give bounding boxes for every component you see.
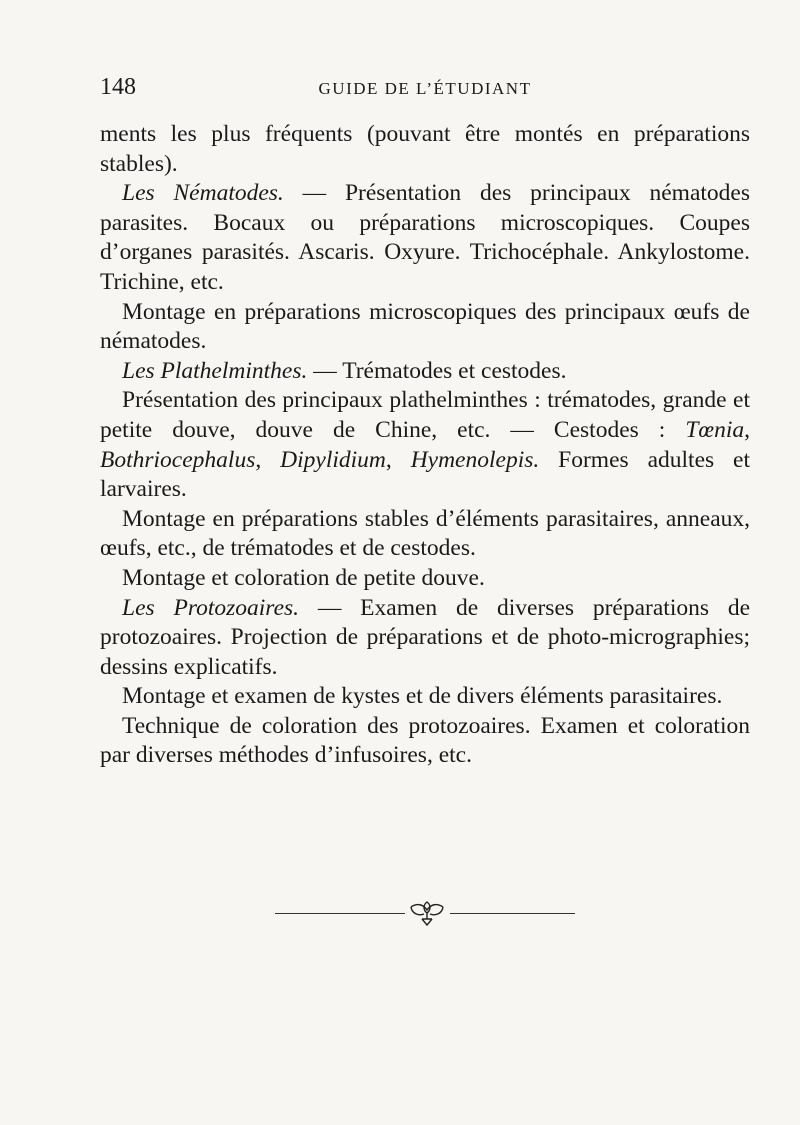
paragraph-montage-douve — [100, 564, 750, 594]
paragraph-continuation — [100, 120, 750, 179]
section-title-nematodes: Les Nématodes. — [122, 180, 284, 207]
paragraph-text: ments les plus fréquents (pouvant être montés en préparations stables). — [100, 121, 750, 177]
paragraph-technique — [100, 712, 750, 771]
genus-name: Hymenolepis. — [410, 446, 540, 473]
section-title-plathelminthes: Les Plathelminthes. — [122, 357, 308, 384]
paragraph-text: Technique de coloration des protozoaires. Examen et coloration par diverses méthodes d’infusoires, etc. — [100, 712, 750, 769]
running-title: GUIDE DE L’ÉTUDIANT — [318, 79, 532, 98]
paragraph-presentation-plathelminthes — [100, 386, 750, 504]
paragraph-kystes — [100, 682, 750, 712]
paragraph-nematodes — [100, 179, 750, 297]
paragraph-protozoaires — [100, 594, 750, 683]
paragraph-text: — Trématodes et cestodes. — [307, 357, 567, 384]
ornament-rule-left — [275, 913, 405, 914]
paragraph-montage-elements — [100, 505, 750, 564]
paragraph-text: Montage et examen de kystes et de divers éléments parasitaires. — [122, 683, 723, 710]
paragraph-text: Montage et coloration de petite douve. — [122, 564, 485, 591]
paragraph-text: Formes adultes et larvaires. — [100, 446, 751, 503]
paragraph-plathelminthes — [100, 357, 750, 387]
paragraph-montage-oeufs — [100, 298, 750, 357]
separator: , — [385, 446, 411, 473]
genus-name: Tœnia — [685, 416, 745, 443]
fleuron-icon — [408, 898, 446, 928]
paragraph-text: Présentation des principaux plathelminthes : trématodes, grande et petite douve, douve de Chine, etc. — Cestodes : — [100, 387, 750, 443]
page-header — [100, 74, 750, 106]
paragraph-text: Montage en préparations microscopiques des principaux œufs de nématodes. — [100, 298, 750, 355]
paragraph-text: — Présentation des principaux nématodes parasites. Bocaux ou préparations microscopiques. Coupes d’organes parasités. Ascaris. Oxyure. Trichocéphale. Ankylostome. Trichine, etc. — [100, 180, 750, 295]
separator: , — [255, 446, 281, 473]
paragraph-text: Montage en préparations stables d’éléments parasitaires, anneaux, œufs, etc., de trématodes et de cestodes. — [100, 505, 750, 562]
separator: , — [744, 416, 750, 443]
ornament-rule-right — [450, 913, 575, 914]
paragraph-text: — Examen de diverses préparations de protozoaires. Projection de préparations et de photo-micrographies; dessins explicatifs. — [100, 594, 750, 680]
body-text — [100, 120, 750, 771]
section-title-protozoaires: Les Protozoaires. — [122, 594, 300, 621]
page-number: 148 — [100, 74, 136, 100]
genus-name: Dipylidium — [280, 446, 386, 473]
genus-name: Bothriocephalus — [100, 446, 256, 473]
end-ornament — [275, 898, 575, 928]
